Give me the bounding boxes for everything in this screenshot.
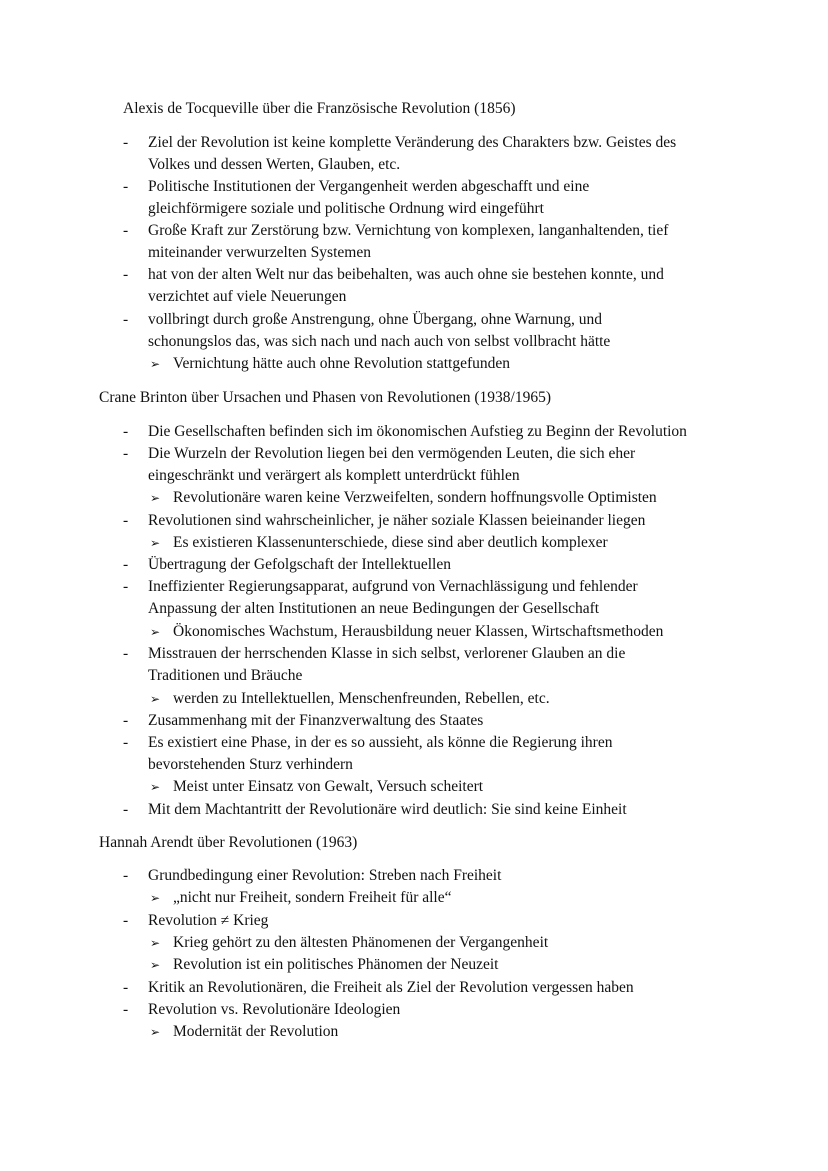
bullet-text: Übertragung der Gefolgschaft der Intellektuellen (148, 556, 451, 573)
arrow-bullet-icon: ➢ (150, 357, 161, 371)
arrow-bullet-icon: ➢ (150, 692, 161, 706)
arrow-bullet-icon: ➢ (150, 491, 161, 505)
bullet-dash: - (123, 578, 129, 595)
bullet-text-cont: schonungslos das, was sich nach und nach auch von selbst vollbracht hätte (148, 333, 611, 350)
sub-bullet-text: Es existieren Klassenunterschiede, diese sind aber deutlich komplexer (173, 534, 608, 551)
bullet-text: Die Wurzeln der Revolution liegen bei den vermögenden Leuten, die sich eher (148, 445, 636, 462)
sub-bullet-text: Meist unter Einsatz von Gewalt, Versuch scheitert (173, 778, 484, 795)
section-heading-arendt: Hannah Arendt über Revolutionen (1963) (99, 834, 358, 851)
bullet-text: Es existiert eine Phase, in der es so aussieht, als könne die Regierung ihren (148, 734, 613, 751)
sub-bullet-text: Vernichtung hätte auch ohne Revolution stattgefunden (173, 355, 511, 372)
bullet-text: Revolutionen sind wahrscheinlicher, je näher soziale Klassen beieinander liegen (148, 512, 646, 529)
bullet-text-cont: miteinander verwurzelten Systemen (148, 244, 371, 261)
bullet-text: Kritik an Revolutionären, die Freiheit als Ziel der Revolution vergessen haben (148, 979, 634, 996)
bullet-dash: - (123, 712, 129, 729)
bullet-text: Große Kraft zur Zerstörung bzw. Vernichtung von komplexen, langanhaltenden, tief (148, 222, 669, 239)
bullet-text-cont: Volkes und dessen Werten, Glauben, etc. (148, 156, 401, 173)
bullet-text: vollbringt durch große Anstrengung, ohne Übergang, ohne Warnung, und (148, 311, 603, 328)
bullet-text-cont: Traditionen und Bräuche (148, 667, 303, 684)
bullet-dash: - (123, 556, 129, 573)
sub-bullet-text: Ökonomisches Wachstum, Herausbildung neuer Klassen, Wirtschaftsmethoden (173, 623, 664, 640)
arrow-bullet-icon: ➢ (150, 1025, 161, 1039)
arrow-bullet-icon: ➢ (150, 958, 161, 972)
bullet-text: Politische Institutionen der Vergangenheit werden abgeschafft und eine (148, 178, 590, 195)
bullet-text: Revolution vs. Revolutionäre Ideologien (148, 1001, 401, 1018)
bullet-dash: - (123, 512, 129, 529)
bullet-text: Grundbedingung einer Revolution: Streben nach Freiheit (148, 867, 502, 884)
bullet-text-cont: gleichförmigere soziale und politische Ordnung wird eingeführt (148, 200, 544, 217)
bullet-dash: - (123, 867, 129, 884)
bullet-text-cont: verzichtet auf viele Neuerungen (148, 288, 347, 305)
sub-bullet-text: „nicht nur Freiheit, sondern Freiheit für alle“ (173, 889, 452, 906)
bullet-text: Misstrauen der herrschenden Klasse in sich selbst, verlorener Glauben an die (148, 645, 626, 662)
arrow-bullet-icon: ➢ (150, 891, 161, 905)
bullet-text: Ineffizienter Regierungsapparat, aufgrund von Vernachlässigung und fehlender (148, 578, 638, 595)
sub-bullet-text: Modernität der Revolution (173, 1023, 339, 1040)
bullet-dash: - (123, 1001, 129, 1018)
bullet-text-cont: bevorstehenden Sturz verhindern (148, 756, 353, 773)
sub-bullet-text: werden zu Intellektuellen, Menschenfreunden, Rebellen, etc. (173, 690, 550, 707)
bullet-dash: - (123, 445, 129, 462)
section-heading-brinton: Crane Brinton über Ursachen und Phasen von Revolutionen (1938/1965) (99, 389, 551, 406)
bullet-text: Revolution ≠ Krieg (148, 912, 269, 929)
bullet-text: Ziel der Revolution ist keine komplette Veränderung des Charakters bzw. Geistes des (148, 134, 677, 151)
bullet-text: Die Gesellschaften befinden sich im ökonomischen Aufstieg zu Beginn der Revolution (148, 423, 687, 440)
bullet-text: Zusammenhang mit der Finanzverwaltung des Staates (148, 712, 484, 729)
arrow-bullet-icon: ➢ (150, 936, 161, 950)
bullet-dash: - (123, 222, 129, 239)
section-heading-tocqueville: Alexis de Tocqueville über die Französische Revolution (1856) (123, 100, 516, 117)
bullet-dash: - (123, 134, 129, 151)
bullet-dash: - (123, 266, 129, 283)
bullet-dash: - (123, 734, 129, 751)
arrow-bullet-icon: ➢ (150, 625, 161, 639)
sub-bullet-text: Krieg gehört zu den ältesten Phänomenen der Vergangenheit (173, 934, 549, 951)
bullet-dash: - (123, 979, 129, 996)
bullet-dash: - (123, 645, 129, 662)
bullet-dash: - (123, 423, 129, 440)
bullet-dash: - (123, 801, 129, 818)
arrow-bullet-icon: ➢ (150, 780, 161, 794)
bullet-text-cont: Anpassung der alten Institutionen an neue Bedingungen der Gesellschaft (148, 600, 600, 617)
bullet-dash: - (123, 178, 129, 195)
bullet-dash: - (123, 311, 129, 328)
bullet-text: hat von der alten Welt nur das beibehalten, was auch ohne sie bestehen konnte, und (148, 266, 664, 283)
sub-bullet-text: Revolutionäre waren keine Verzweifelten, sondern hoffnungsvolle Optimisten (173, 489, 657, 506)
arrow-bullet-icon: ➢ (150, 536, 161, 550)
bullet-text-cont: eingeschränkt und verärgert als komplett unterdrückt fühlen (148, 467, 520, 484)
bullet-text: Mit dem Machtantritt der Revolutionäre wird deutlich: Sie sind keine Einheit (148, 801, 627, 818)
sub-bullet-text: Revolution ist ein politisches Phänomen der Neuzeit (173, 956, 499, 973)
bullet-dash: - (123, 912, 129, 929)
